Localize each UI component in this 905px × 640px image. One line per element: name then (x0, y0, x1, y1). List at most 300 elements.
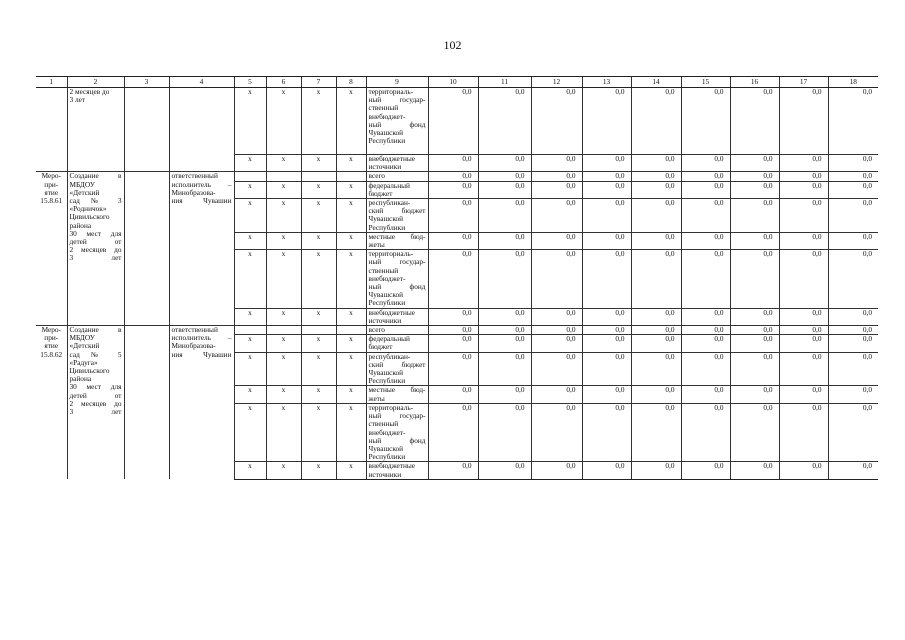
cell-line: при- (44, 179, 59, 189)
cell-line: источники (368, 315, 402, 325)
value-cell: 0,0 (828, 181, 878, 198)
column-header: 14 (631, 77, 681, 88)
x-marker: x (336, 308, 366, 325)
cell-line: внебюджет- (368, 273, 406, 283)
value-cell: 0,0 (828, 250, 878, 308)
value-cell: 0,0 (779, 386, 828, 403)
cell-line: федеральный (368, 181, 410, 190)
value-cell: 0,0 (779, 155, 828, 172)
value-cell: 0,0 (582, 462, 631, 479)
cell-line: 3 лет (69, 407, 122, 417)
cell-line: района (69, 374, 92, 384)
cell-line: Меро- (41, 325, 61, 335)
x-marker: x (301, 155, 336, 172)
cell-line: местные бюд- (368, 385, 426, 395)
funding-source (366, 462, 428, 479)
x-marker (336, 326, 366, 335)
cell-line: 3 лет (69, 253, 122, 263)
value-cell: 0,0 (478, 386, 531, 403)
value-cell: 0,0 (828, 155, 878, 172)
funding-source (366, 232, 428, 249)
value-cell: 0,0 (730, 181, 779, 198)
cell-line: источники (368, 469, 402, 479)
cell-line: 3 лет (69, 95, 86, 105)
measure-description (67, 172, 124, 326)
value-cell: 0,0 (681, 335, 730, 352)
value-cell: 0,0 (681, 155, 730, 172)
value-cell: 0,0 (779, 326, 828, 335)
cell-line: Чувашской (368, 214, 404, 224)
x-marker: x (336, 403, 366, 461)
value-cell: 0,0 (582, 88, 631, 155)
cell-line: МБДОУ (69, 179, 95, 189)
cell-line: Республики (368, 136, 406, 146)
value-cell: 0,0 (779, 403, 828, 461)
funding-source (366, 250, 428, 308)
value-cell: 0,0 (428, 352, 478, 386)
value-cell: 0,0 (681, 352, 730, 386)
value-cell: 0,0 (681, 462, 730, 479)
cell-line: района (69, 220, 92, 230)
column-3-empty (124, 172, 169, 326)
value-cell: 0,0 (478, 326, 531, 335)
cell-line: Минобразова- (171, 341, 216, 351)
value-cell: 0,0 (681, 181, 730, 198)
value-cell: 0,0 (531, 232, 582, 249)
measure-code (36, 88, 67, 172)
cell-line: ственный (368, 265, 399, 275)
value-cell: 0,0 (582, 172, 631, 181)
value-cell: 0,0 (582, 403, 631, 461)
value-cell: 0,0 (478, 308, 531, 325)
column-header: 5 (234, 77, 266, 88)
cell-line: 30 мест для (69, 382, 122, 392)
value-cell: 0,0 (582, 335, 631, 352)
x-marker: x (336, 462, 366, 479)
cell-line: ный государ- (368, 257, 426, 267)
measure-code (36, 326, 67, 480)
responsible-executor (169, 326, 234, 480)
x-marker: x (301, 232, 336, 249)
value-cell: 0,0 (681, 403, 730, 461)
cell-line: Цивильского (69, 366, 110, 376)
value-cell: 0,0 (428, 232, 478, 249)
funding-source (366, 386, 428, 403)
column-header: 2 (67, 77, 124, 88)
x-marker: x (266, 335, 301, 352)
value-cell: 0,0 (730, 352, 779, 386)
cell-line: внебюджет- (368, 427, 406, 437)
value-cell: 0,0 (428, 326, 478, 335)
cell-line: всего (368, 171, 385, 181)
value-cell: 0,0 (779, 335, 828, 352)
value-cell: 0,0 (582, 352, 631, 386)
column-header: 3 (124, 77, 169, 88)
cell-line: бюджет (368, 188, 393, 198)
value-cell: 0,0 (730, 386, 779, 403)
value-cell: 0,0 (428, 172, 478, 181)
cell-line: Меро- (41, 171, 61, 181)
value-cell: 0,0 (730, 403, 779, 461)
value-cell: 0,0 (631, 199, 681, 233)
cell-line: ответственный (171, 171, 218, 181)
cell-line: Чувашской (368, 443, 404, 453)
value-cell: 0,0 (478, 155, 531, 172)
cell-line: исполнитель – (171, 179, 232, 189)
value-cell: 0,0 (779, 172, 828, 181)
x-marker: x (234, 181, 266, 198)
cell-line: ный фонд (368, 119, 426, 129)
value-cell: 0,0 (828, 352, 878, 386)
responsible-executor (169, 172, 234, 326)
x-marker: x (301, 352, 336, 386)
value-cell: 0,0 (531, 462, 582, 479)
column-header: 12 (531, 77, 582, 88)
x-marker: x (301, 88, 336, 155)
funding-source (366, 155, 428, 172)
x-marker: x (301, 386, 336, 403)
funding-source (366, 326, 428, 335)
funding-source (366, 172, 428, 181)
value-cell: 0,0 (478, 250, 531, 308)
value-cell: 0,0 (779, 308, 828, 325)
cell-line: «Детский (69, 341, 100, 351)
x-marker: x (336, 88, 366, 155)
column-header: 17 (779, 77, 828, 88)
cell-line: Чувашской (368, 128, 404, 138)
value-cell: 0,0 (478, 335, 531, 352)
column-header: 15 (681, 77, 730, 88)
value-cell: 0,0 (582, 181, 631, 198)
value-cell: 0,0 (730, 250, 779, 308)
value-cell: 0,0 (631, 172, 681, 181)
x-marker: x (266, 232, 301, 249)
value-cell: 0,0 (779, 352, 828, 386)
cell-line: Цивильского (69, 212, 110, 222)
cell-line: Создание в (69, 171, 122, 181)
cell-line: Создание в (69, 325, 122, 335)
column-3-empty (124, 88, 169, 172)
cell-line: территориаль- (368, 87, 414, 96)
value-cell: 0,0 (730, 232, 779, 249)
cell-line: 2 месяцев до (69, 87, 110, 96)
x-marker: x (234, 232, 266, 249)
funding-source (366, 335, 428, 352)
x-marker: x (234, 155, 266, 172)
value-cell: 0,0 (828, 326, 878, 335)
value-cell: 0,0 (478, 462, 531, 479)
funding-source (366, 88, 428, 155)
cell-line: ответственный (171, 325, 218, 335)
measure-description (67, 326, 124, 480)
x-marker: x (234, 335, 266, 352)
value-cell: 0,0 (828, 462, 878, 479)
x-marker: x (336, 335, 366, 352)
x-marker (266, 172, 301, 181)
value-cell: 0,0 (730, 88, 779, 155)
value-cell: 0,0 (779, 232, 828, 249)
cell-line: ственный (368, 103, 399, 113)
value-cell: 0,0 (779, 181, 828, 198)
responsible-executor (169, 88, 234, 172)
value-cell: 0,0 (681, 199, 730, 233)
x-marker: x (336, 181, 366, 198)
value-cell: 0,0 (428, 181, 478, 198)
value-cell: 0,0 (531, 88, 582, 155)
value-cell: 0,0 (631, 403, 681, 461)
value-cell: 0,0 (828, 403, 878, 461)
value-cell: 0,0 (428, 335, 478, 352)
cell-line: местные бюд- (368, 232, 426, 241)
x-marker (234, 326, 266, 335)
value-cell: 0,0 (631, 308, 681, 325)
value-cell: 0,0 (478, 88, 531, 155)
value-cell: 0,0 (828, 88, 878, 155)
column-header: 6 (266, 77, 301, 88)
value-cell: 0,0 (531, 199, 582, 233)
funding-source (366, 199, 428, 233)
value-cell: 0,0 (828, 386, 878, 403)
cell-line: республикан- (368, 352, 411, 361)
value-cell: 0,0 (428, 308, 478, 325)
value-cell: 0,0 (582, 199, 631, 233)
cell-line: внебюджетные (368, 461, 416, 471)
value-cell: 0,0 (631, 326, 681, 335)
cell-line: детей от (69, 390, 122, 400)
column-header: 7 (301, 77, 336, 88)
column-header: 11 (478, 77, 531, 88)
cell-line: ятие (44, 187, 59, 197)
x-marker: x (301, 199, 336, 233)
value-cell: 0,0 (428, 386, 478, 403)
x-marker: x (234, 250, 266, 308)
value-cell: 0,0 (478, 352, 531, 386)
cell-line: 15.8.62 (40, 349, 63, 359)
column-3-empty (124, 326, 169, 480)
value-cell: 0,0 (730, 172, 779, 181)
cell-line: внебюджет- (368, 111, 406, 121)
column-header: 13 (582, 77, 631, 88)
column-header: 8 (336, 77, 366, 88)
value-cell: 0,0 (478, 232, 531, 249)
budget-table (36, 76, 878, 480)
value-cell: 0,0 (681, 172, 730, 181)
value-cell: 0,0 (478, 199, 531, 233)
value-cell: 0,0 (428, 403, 478, 461)
value-cell: 0,0 (730, 155, 779, 172)
column-header: 16 (730, 77, 779, 88)
cell-line: жеты (368, 393, 385, 403)
value-cell: 0,0 (428, 155, 478, 172)
value-cell: 0,0 (631, 335, 681, 352)
column-header: 9 (366, 77, 428, 88)
x-marker: x (301, 308, 336, 325)
cell-line: «Детский (69, 187, 100, 197)
column-header: 18 (828, 77, 878, 88)
value-cell: 0,0 (631, 181, 681, 198)
x-marker: x (234, 462, 266, 479)
cell-line: ный фонд (368, 435, 426, 445)
x-marker: x (301, 250, 336, 308)
value-cell: 0,0 (681, 250, 730, 308)
value-cell: 0,0 (779, 462, 828, 479)
value-cell: 0,0 (478, 403, 531, 461)
x-marker (301, 172, 336, 181)
x-marker: x (336, 250, 366, 308)
cell-line: 30 мест для (69, 228, 122, 238)
cell-line: ственный (368, 419, 399, 429)
value-cell: 0,0 (631, 250, 681, 308)
cell-line: жеты (368, 240, 385, 250)
column-header: 10 (428, 77, 478, 88)
value-cell: 0,0 (681, 386, 730, 403)
x-marker: x (266, 308, 301, 325)
cell-line: Республики (368, 298, 406, 308)
x-marker: x (266, 403, 301, 461)
cell-line: «Радуга» (69, 357, 98, 367)
cell-line: федеральный (368, 334, 410, 344)
value-cell: 0,0 (779, 88, 828, 155)
x-marker: x (234, 199, 266, 233)
value-cell: 0,0 (730, 199, 779, 233)
cell-line: территориаль- (368, 249, 414, 259)
value-cell: 0,0 (828, 308, 878, 325)
value-cell: 0,0 (631, 462, 681, 479)
x-marker: x (234, 386, 266, 403)
value-cell: 0,0 (531, 250, 582, 308)
value-cell: 0,0 (531, 308, 582, 325)
cell-line: Республики (368, 222, 406, 232)
value-cell: 0,0 (428, 88, 478, 155)
cell-line: при- (44, 333, 59, 343)
column-header: 4 (169, 77, 234, 88)
value-cell: 0,0 (779, 199, 828, 233)
value-cell: 0,0 (428, 462, 478, 479)
value-cell: 0,0 (531, 386, 582, 403)
x-marker: x (234, 352, 266, 386)
value-cell: 0,0 (531, 403, 582, 461)
funding-source (366, 308, 428, 325)
value-cell: 0,0 (730, 462, 779, 479)
cell-line: Чувашской (368, 290, 404, 300)
x-marker: x (266, 352, 301, 386)
cell-line: бюджет (368, 342, 393, 352)
funding-source (366, 403, 428, 461)
value-cell: 0,0 (582, 326, 631, 335)
cell-line: внебюджетные (368, 154, 416, 163)
value-cell: 0,0 (531, 352, 582, 386)
value-cell: 0,0 (582, 155, 631, 172)
value-cell: 0,0 (531, 335, 582, 352)
x-marker: x (234, 88, 266, 155)
value-cell: 0,0 (531, 326, 582, 335)
value-cell: 0,0 (631, 232, 681, 249)
cell-line: источники (368, 162, 402, 172)
value-cell: 0,0 (478, 181, 531, 198)
x-marker: x (266, 155, 301, 172)
cell-line: Минобразова- (171, 187, 216, 197)
value-cell: 0,0 (828, 232, 878, 249)
x-marker: x (234, 308, 266, 325)
x-marker (301, 326, 336, 335)
x-marker: x (336, 386, 366, 403)
value-cell: 0,0 (582, 232, 631, 249)
cell-line: 15.8.61 (40, 196, 63, 206)
value-cell: 0,0 (828, 335, 878, 352)
cell-line: 2 месяцев до (69, 245, 122, 255)
value-cell: 0,0 (779, 250, 828, 308)
cell-line: Республики (368, 376, 406, 386)
value-cell: 0,0 (681, 326, 730, 335)
cell-line: ский бюджет (368, 206, 426, 216)
measure-description (67, 88, 124, 172)
x-marker: x (266, 181, 301, 198)
cell-line: детей от (69, 237, 122, 247)
cell-line: республикан- (368, 198, 411, 208)
x-marker: x (234, 403, 266, 461)
value-cell: 0,0 (582, 386, 631, 403)
value-cell: 0,0 (730, 308, 779, 325)
x-marker: x (336, 155, 366, 172)
funding-source (366, 352, 428, 386)
value-cell: 0,0 (681, 88, 730, 155)
x-marker: x (266, 462, 301, 479)
value-cell: 0,0 (828, 199, 878, 233)
x-marker: x (266, 386, 301, 403)
cell-line: территориаль- (368, 403, 414, 412)
cell-line: ния Чувашии (171, 196, 232, 206)
value-cell: 0,0 (681, 308, 730, 325)
column-header: 1 (36, 77, 67, 88)
value-cell: 0,0 (428, 250, 478, 308)
cell-line: «Родничок» (69, 204, 107, 214)
value-cell: 0,0 (631, 155, 681, 172)
x-marker: x (301, 462, 336, 479)
cell-line: исполнитель – (171, 333, 232, 343)
value-cell: 0,0 (582, 308, 631, 325)
x-marker (234, 172, 266, 181)
cell-line: ния Чувашии (171, 349, 232, 359)
cell-line: всего (368, 325, 385, 335)
x-marker: x (336, 232, 366, 249)
cell-line: внебюджетные (368, 308, 416, 317)
cell-line: ный фонд (368, 282, 426, 292)
value-cell: 0,0 (730, 335, 779, 352)
value-cell: 0,0 (582, 250, 631, 308)
cell-line: Республики (368, 452, 406, 462)
value-cell: 0,0 (531, 172, 582, 181)
cell-line: 2 месяцев до (69, 398, 122, 408)
cell-line: Чувашской (368, 368, 404, 378)
x-marker: x (301, 181, 336, 198)
x-marker: x (336, 352, 366, 386)
value-cell: 0,0 (531, 155, 582, 172)
cell-line: МБДОУ (69, 333, 95, 343)
table-row (36, 88, 878, 155)
cell-line: сад № 3 (69, 196, 122, 206)
x-marker: x (301, 403, 336, 461)
x-marker: x (266, 250, 301, 308)
cell-line: ный государ- (368, 411, 426, 421)
funding-source (366, 181, 428, 198)
cell-line: ятие (44, 341, 59, 351)
value-cell: 0,0 (631, 352, 681, 386)
measure-code (36, 172, 67, 326)
value-cell: 0,0 (531, 181, 582, 198)
value-cell: 0,0 (631, 88, 681, 155)
value-cell: 0,0 (428, 199, 478, 233)
x-marker: x (266, 88, 301, 155)
